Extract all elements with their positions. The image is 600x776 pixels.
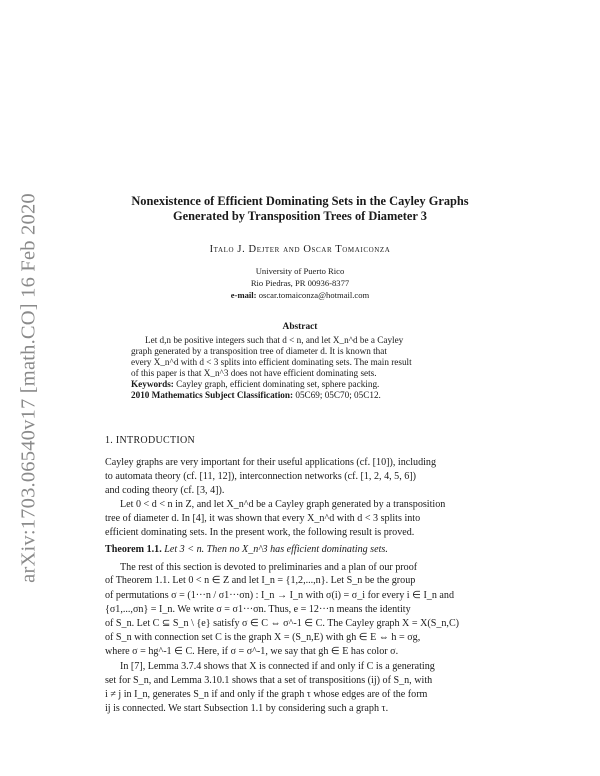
- abstract-line: Let d,n be positive integers such that d < n, and let X_n^d be a Cayley: [145, 335, 404, 345]
- abstract-line: of this paper is that X_n^3 does not have efficient dominating sets.: [131, 368, 377, 379]
- section-heading-introduction: 1. INTRODUCTION: [105, 435, 196, 446]
- msc-label: 2010 Mathematics Subject Classification:: [131, 390, 294, 401]
- body-line: of Theorem 1.1. Let 0 < n ∈ Z and let I_n = {1,2,...,n}. Let S_n be the group: [105, 575, 416, 586]
- email-address[interactable]: oscar.tomaiconza@hotmail.com: [258, 290, 370, 300]
- abstract-body: [131, 335, 468, 402]
- body-line: of permutations σ = (1···n / σ1···σn) : I_n → I_n with σ(i) = σ_i for every i ∈ I_n and: [105, 590, 454, 601]
- theorem-statement: Let 3 < n. Then no X_n^3 has efficient dominating sets.: [164, 544, 388, 555]
- body-line: and coding theory (cf. [3, 4]).: [105, 485, 225, 496]
- body-line: i ≠ j in I_n, generates S_n if and only if the graph τ whose edges are of the form: [105, 689, 428, 700]
- body-line: In [7], Lemma 3.7.4 shows that X is connected if and only if C is a generating: [120, 661, 435, 672]
- body-line: where σ = hg^-1 ∈ C. Here, if σ = σ^-1, we say that gh ∈ E has color σ.: [105, 646, 399, 657]
- abstract-line: every X_n^d with d < 3 splits into efficient dominating sets. The main result: [131, 357, 412, 368]
- body-line: Let 0 < d < n in Z, and let X_n^d be a Cayley graph generated by a transposition: [120, 499, 446, 510]
- affiliation-email-line: [100, 290, 500, 301]
- body-line: of S_n. Let C ⊆ S_n \ {e} satisfy σ ∈ C ⇔ σ^-1 ∈ C. The Cayley graph X = X(S_n,C): [105, 618, 460, 629]
- msc-line: [131, 390, 468, 401]
- msc-text: 05C69; 05C70; 05C12.: [295, 390, 381, 401]
- abstract-heading: Abstract: [282, 322, 318, 332]
- affiliation-university: University of Puerto Rico: [255, 266, 345, 276]
- body-line: to automata theory (cf. [11, 12]), interconnection networks (cf. [1, 2, 4, 5, 6]): [105, 471, 417, 482]
- arxiv-stamp: arXiv:1703.06540v17 [math.CO] 16 Feb 2020: [17, 193, 40, 583]
- theorem-label: Theorem 1.1.: [105, 544, 162, 555]
- body-line: ij is connected. We start Subsection 1.1 by considering such a graph τ.: [105, 703, 389, 714]
- keywords-label: Keywords:: [131, 379, 174, 390]
- keywords-line: [131, 379, 468, 390]
- body-line: {σ1,...,σn} = I_n. We write σ = σ1···σn. Thus, e = 12···n means the identity: [105, 604, 411, 615]
- keywords-text: Cayley graph, efficient dominating set, sphere packing.: [176, 379, 380, 390]
- paper-title-line-2: Generated by Transposition Trees of Diameter 3: [173, 209, 427, 223]
- body-line: efficient dominating sets. In the present work, the following result is proved.: [105, 527, 415, 538]
- email-label: e-mail:: [230, 290, 257, 300]
- paper-title-line-1: Nonexistence of Efficient Dominating Sets in the Cayley Graphs: [131, 194, 469, 208]
- body-line: tree of diameter d. In [4], it was shown that every X_n^d with d < 3 splits into: [105, 513, 421, 524]
- theorem-1-1: [105, 544, 479, 556]
- affiliation-city: Rio Piedras, PR 00936-8377: [250, 278, 350, 288]
- body-line: set for S_n, and Lemma 3.10.1 shows that a set of transpositions (ij) of S_n, with: [105, 675, 433, 686]
- abstract-line: graph generated by a transposition tree of diameter d. It is known that: [131, 346, 387, 357]
- body-line: Cayley graphs are very important for their useful applications (cf. [10]), including: [105, 457, 437, 468]
- body-line: The rest of this section is devoted to preliminaries and a plan of our proof: [120, 562, 418, 573]
- body-line: of S_n with connection set C is the graph X = (S_n,E) with gh ∈ E ⇔ h = σg,: [105, 632, 421, 643]
- authors: Italo J. Dejter and Oscar Tomaiconza: [209, 244, 391, 255]
